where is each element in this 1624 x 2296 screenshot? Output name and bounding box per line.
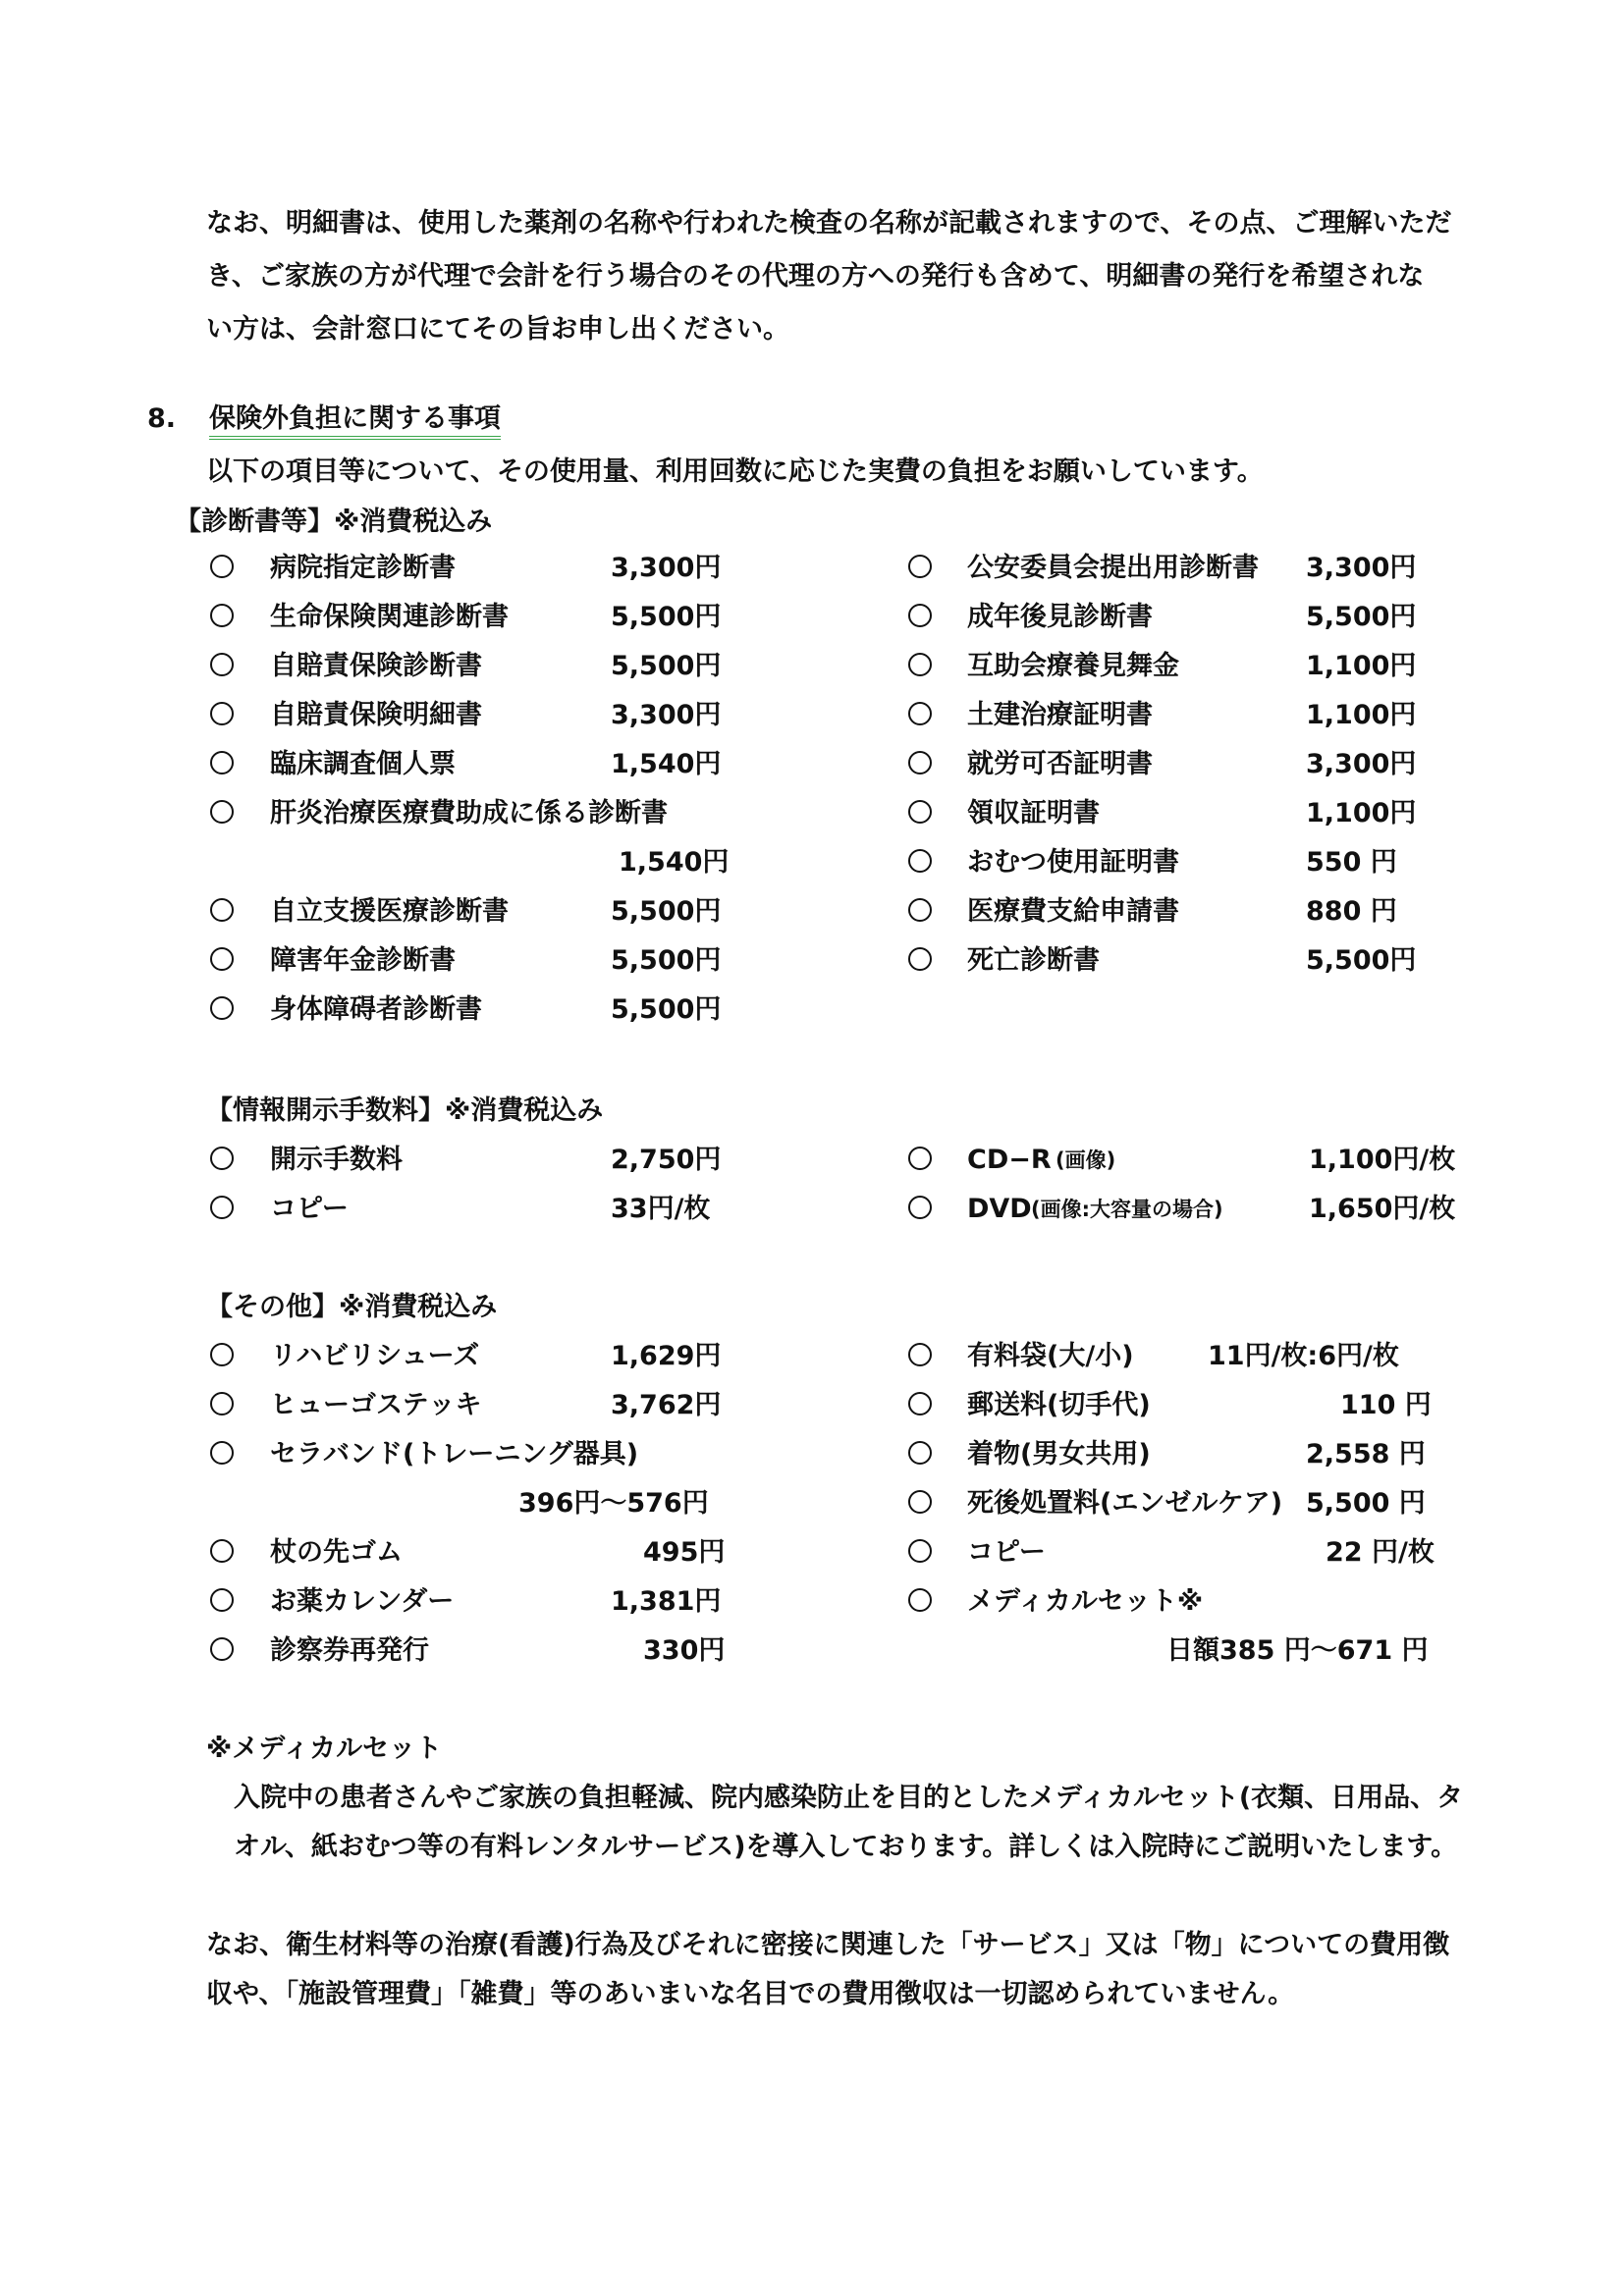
item-name: 着物(男女共用) — [967, 1439, 1151, 1469]
item-price: 2,558 円 — [1306, 1439, 1426, 1469]
item-name: 生命保険関連診断書 — [270, 602, 509, 632]
circle-icon — [908, 702, 932, 725]
item-price: 1,540円 — [619, 847, 730, 878]
item-name: CD−R — [967, 1145, 1052, 1175]
circle-icon — [210, 604, 234, 627]
item-name: 互助会療養見舞金 — [967, 651, 1179, 681]
item-price: 5,500円 — [1306, 945, 1417, 976]
diagnosis-heading: 【診断書等】※消費税込み — [175, 507, 493, 537]
circle-icon — [908, 1343, 932, 1366]
item-name: 郵送料(切手代) — [967, 1390, 1151, 1420]
section-lead: 以下の項目等について、その使用量、利用回数に応じた実費の負担をお願いしています。 — [206, 456, 1264, 487]
circle-icon — [908, 849, 932, 873]
item-name: 身体障碍者診断書 — [270, 994, 482, 1025]
item-name: 障害年金診断書 — [270, 945, 456, 976]
item-price: 1,100円 — [1306, 700, 1417, 730]
circle-icon — [908, 1490, 932, 1514]
item-price: 5,500 円 — [1306, 1488, 1426, 1519]
circle-icon — [210, 751, 234, 774]
item-price: 1,100円 — [1306, 651, 1417, 681]
circle-icon — [210, 1588, 234, 1612]
note-line-2: オル、紙おむつ等の有料レンタルサービス)を導入しております。詳しくは入院時にご説明いたします。 — [234, 1832, 1458, 1862]
circle-icon — [908, 751, 932, 774]
item-name: 病院指定診断書 — [270, 553, 456, 583]
circle-icon — [908, 898, 932, 922]
section-title: 保険外負担に関する事項 — [209, 405, 501, 440]
circle-icon — [210, 1539, 234, 1563]
item-note: (画像:大容量の場合) — [1031, 1198, 1223, 1221]
note-line-1: 入院中の患者さんやご家族の負担軽減、院内感染防止を目的としたメディカルセット(衣類、日用品、タ — [234, 1783, 1464, 1813]
item-price: 1,650円/枚 — [1309, 1194, 1456, 1224]
item-name: 肝炎治療医療費助成に係る診断書 — [270, 798, 668, 828]
item-name: セラバンド(トレーニング器具) — [270, 1439, 639, 1469]
item-price: 日額385 円〜671 円 — [1166, 1635, 1429, 1666]
item-name: 領収証明書 — [967, 798, 1100, 828]
item-price: 1,100円 — [1306, 798, 1417, 828]
item-price: 880 円 — [1306, 896, 1397, 927]
circle-icon — [210, 1637, 234, 1661]
circle-icon — [908, 555, 932, 578]
item-name: 土建治療証明書 — [967, 700, 1153, 730]
item-price: 5,500円 — [611, 602, 722, 632]
note-title: ※メディカルセット — [206, 1734, 443, 1764]
section-number: 8. — [147, 403, 177, 434]
item-price: 5,500円 — [611, 651, 722, 681]
circle-icon — [210, 653, 234, 676]
item-name: 自立支援医療診断書 — [270, 896, 509, 927]
item-name: 公安委員会提出用診断書 — [967, 553, 1259, 583]
item-price: 3,300円 — [611, 553, 722, 583]
item-name: 医療費支給申請書 — [967, 896, 1179, 927]
circle-icon — [210, 947, 234, 971]
item-price: 1,100円/枚 — [1309, 1145, 1456, 1175]
circle-icon — [908, 604, 932, 627]
item-name: 自賠責保険診断書 — [270, 651, 482, 681]
item-name: メディカルセット※ — [967, 1586, 1204, 1617]
circle-icon — [210, 1343, 234, 1366]
item-name: お薬カレンダー — [270, 1586, 455, 1617]
circle-icon — [908, 1147, 932, 1170]
intro-line-2: き、ご家族の方が代理で会計を行う場合のその代理の方への発行も含めて、明細書の発行を希望されな — [206, 261, 1425, 292]
item-name: コピー — [270, 1194, 349, 1224]
item-name: おむつ使用証明書 — [967, 847, 1179, 878]
circle-icon — [210, 996, 234, 1020]
circle-icon — [908, 1441, 932, 1465]
circle-icon — [210, 800, 234, 824]
circle-icon — [210, 1392, 234, 1415]
disclosure-heading: 【情報開示手数料】※消費税込み — [206, 1095, 604, 1126]
item-price: 3,300円 — [1306, 553, 1417, 583]
item-note: (画像) — [1056, 1148, 1116, 1172]
item-price: 5,500円 — [611, 896, 722, 927]
item-name: 就労可否証明書 — [967, 749, 1153, 779]
circle-icon — [908, 947, 932, 971]
item-price: 1,540円 — [611, 749, 722, 779]
closing-line-2: 収や、「施設管理費」「雑費」等のあいまいな名目での費用徴収は一切認められていません。 — [206, 1979, 1295, 2009]
others-heading: 【その他】※消費税込み — [206, 1292, 498, 1322]
item-name: リハビリシューズ — [270, 1341, 480, 1371]
circle-icon — [210, 1147, 234, 1170]
circle-icon — [908, 1539, 932, 1563]
item-name: DVD — [967, 1194, 1032, 1224]
intro-line-3: い方は、会計窓口にてその旨お申し出ください。 — [206, 314, 789, 345]
circle-icon — [908, 1196, 932, 1219]
circle-icon — [210, 555, 234, 578]
item-price: 110 円 — [1340, 1390, 1432, 1420]
item-price: 1,381円 — [611, 1586, 722, 1617]
item-name: コピー — [967, 1537, 1046, 1568]
circle-icon — [210, 1196, 234, 1219]
circle-icon — [908, 1392, 932, 1415]
item-name: 自賠責保険明細書 — [270, 700, 482, 730]
item-name: 臨床調査個人票 — [270, 749, 456, 779]
circle-icon — [908, 1588, 932, 1612]
item-price: 5,500円 — [1306, 602, 1417, 632]
item-name: 開示手数料 — [270, 1145, 403, 1175]
item-price: 3,762円 — [611, 1390, 722, 1420]
closing-line-1: なお、衛生材料等の治療(看護)行為及びそれに密接に関連した「サービス」又は「物」についての費用徴 — [206, 1930, 1450, 1960]
circle-icon — [908, 800, 932, 824]
item-price: 22 円/枚 — [1326, 1537, 1435, 1568]
item-price: 330円 — [643, 1635, 726, 1666]
intro-line-1: なお、明細書は、使用した薬剤の名称や行われた検査の名称が記載されますので、その点、ご理解いただ — [206, 208, 1452, 239]
item-price: 5,500円 — [611, 994, 722, 1025]
item-price: 550 円 — [1306, 847, 1397, 878]
item-price: 3,300円 — [611, 700, 722, 730]
circle-icon — [210, 1441, 234, 1465]
item-price: 3,300円 — [1306, 749, 1417, 779]
item-name: 杖の先ゴム — [270, 1537, 403, 1568]
item-price: 2,750円 — [611, 1145, 722, 1175]
item-price: 495円 — [643, 1537, 726, 1568]
item-price: 1,629円 — [611, 1341, 722, 1371]
item-name: 診察券再発行 — [270, 1635, 429, 1666]
item-price: 5,500円 — [611, 945, 722, 976]
item-price: 33円/枚 — [611, 1194, 711, 1224]
item-name: 死後処置料(エンゼルケア) — [967, 1488, 1283, 1519]
item-price: 396円〜576円 — [518, 1488, 709, 1519]
circle-icon — [210, 898, 234, 922]
item-price: 11円/枚:6円/枚 — [1208, 1341, 1399, 1371]
item-name: ヒューゴステッキ — [270, 1390, 482, 1420]
item-name: 有料袋(大/小) — [967, 1341, 1134, 1371]
item-name: 死亡診断書 — [967, 945, 1100, 976]
circle-icon — [210, 702, 234, 725]
circle-icon — [908, 653, 932, 676]
item-name: 成年後見診断書 — [967, 602, 1153, 632]
